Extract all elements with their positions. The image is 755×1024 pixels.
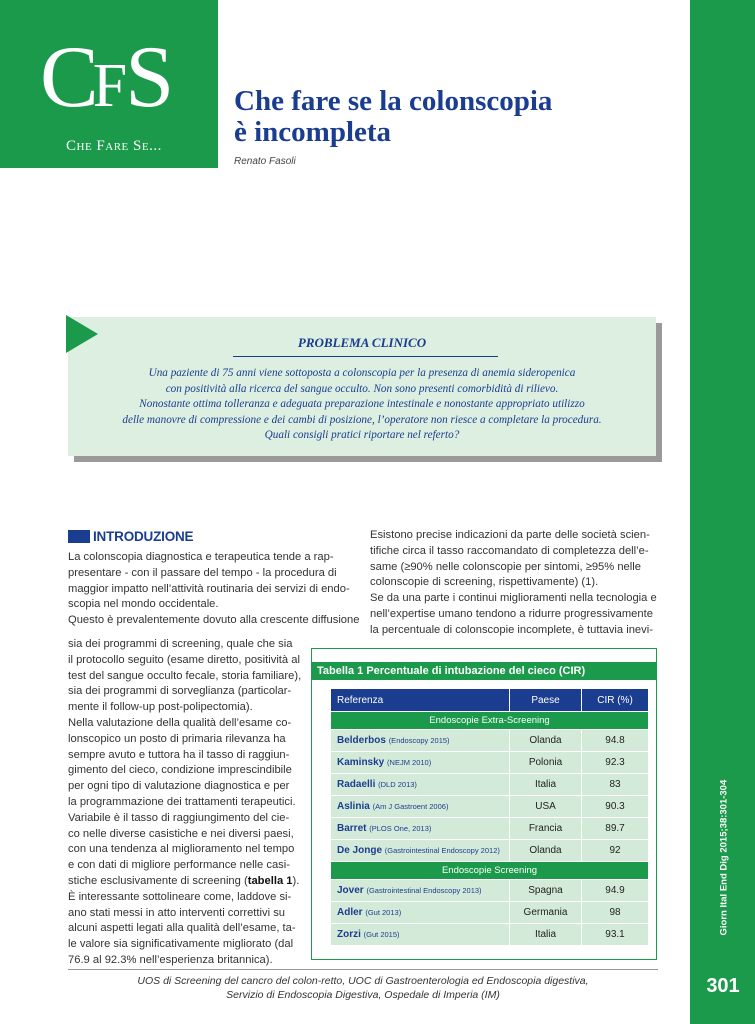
problem-line: con positività alla ricerca del sangue occulto. Non sono presenti comorbidità di rilievo. (165, 382, 559, 395)
heading-bar (68, 530, 90, 543)
country-cell: USA (509, 796, 581, 817)
table-container (331, 688, 648, 946)
text-line: sia dei programmi di screening, quale che sia (68, 638, 293, 650)
country-cell: Polonia (509, 752, 581, 773)
table-row (331, 796, 648, 817)
problem-line: Nonostante ottima tolleranza e adeguata preparazione intestinale e nonostante appropriato utilizzo (139, 398, 585, 411)
text-line: gimento del cieco, condizione imprescindibile (68, 764, 292, 777)
text-line: la percentuale di colonscopie incomplete, è tuttavia inevi- (370, 623, 653, 636)
ref-source: (Gut 2015) (363, 930, 400, 939)
title-line-2: è incompleta (234, 116, 392, 148)
logo-letters (40, 29, 169, 130)
ref-source: (Am J Gastroent 2006) (372, 802, 449, 811)
country-cell: Francia (509, 818, 581, 839)
problem-line: Quali consigli pratici riportare nel referto? (264, 429, 460, 442)
cir-cell: 83 (581, 774, 648, 795)
ref-source: (Endoscopy 2015) (388, 736, 450, 745)
reference-cell (331, 924, 509, 945)
reference-cell (331, 840, 509, 861)
problem-line: delle manovre di compressione e dei cambi di posizione, l’operatore non riesce a completare la procedura. (122, 413, 602, 426)
text-line: lonscopico un posto di primaria rilevanza ha (68, 732, 286, 745)
text-line: Nella valutazione della qualità dell’esame co- (68, 716, 292, 729)
cir-cell: 89.7 (581, 818, 648, 839)
footer-line: Servizio di Endoscopia Digestiva, Ospedale di Imperia (IM) (226, 989, 500, 1001)
page-number: 301 (706, 975, 740, 997)
text-line: il protocollo seguito (esame diretto, positività al (68, 653, 300, 666)
table-row (331, 774, 648, 795)
country-cell: Spagna (509, 880, 581, 901)
text-line: con una tendenza al miglioramento nel tempo (68, 843, 295, 856)
ref-author: De Jonge (337, 845, 383, 856)
group-label: Endoscopie Screening (331, 862, 648, 879)
author: Renato Fasoli (234, 156, 296, 167)
ref-source: (PLOS One, 2013) (369, 824, 432, 833)
clinical-problem-heading: PROBLEMA CLINICO (297, 335, 427, 350)
table-row (331, 880, 648, 901)
journal-citation-text: Giorn Ital End Dig 2015;38:301-304 (718, 779, 730, 936)
intro-paragraph-top (68, 550, 360, 629)
table-row (331, 730, 648, 751)
text-line: e con dati di migliore performance nelle casi- (68, 859, 290, 872)
column-header: Paese (509, 689, 581, 711)
group-row (331, 712, 648, 729)
text-line: Esistono precise indicazioni da parte delle società scien- (370, 529, 650, 541)
problem-line: Una paziente di 75 anni viene sottoposta a colonscopia per la presenza di anemia sideropenica (148, 367, 576, 379)
logo-letter-c: C (40, 29, 93, 126)
text-line: tifiche circa il tasso raccomandato di completezza dell’e- (370, 544, 649, 557)
clinical-problem-text (68, 366, 656, 444)
ref-author: Barret (337, 823, 367, 834)
footer-line: UOS di Screening del cancro del colon-retto, UOC di Gastroenterologia ed Endoscopia digestiva, (137, 975, 589, 987)
text-line: per ogni tipo di valutazione diagnostica e per (68, 780, 290, 793)
affiliation-footer (68, 974, 658, 1002)
cir-cell: 94.8 (581, 730, 648, 751)
table-caption: Tabella 1 Percentuale di intubazione del cieco (CIR) (312, 662, 656, 680)
group-label: Endoscopie Extra-Screening (331, 712, 648, 729)
reference-cell (331, 730, 509, 751)
text-line: nell’expertise umano tendono a ridurre progressivamente (370, 607, 653, 620)
text-line: sia dei programmi di sorveglianza (particolar- (68, 685, 292, 698)
journal-citation (712, 779, 730, 940)
ref-author: Belderbos (337, 735, 386, 746)
text-line: presentare - con il passare del tempo - la procedura di (68, 566, 337, 579)
logo-letter-f: F (92, 52, 126, 120)
table-reference: tabella 1 (247, 874, 293, 887)
reference-cell (331, 880, 509, 901)
cir-table (331, 688, 648, 946)
text-line: mente il follow-up post-polipectomia). (68, 701, 253, 714)
column-header: CIR (%) (581, 689, 648, 711)
group-row (331, 862, 648, 879)
journal-logo (0, 0, 218, 168)
section-heading (68, 529, 193, 544)
country-cell: Olanda (509, 730, 581, 751)
ref-source: (Gut 2013) (365, 908, 402, 917)
ref-source: (Gastrointestinal Endoscopy 2012) (384, 846, 500, 855)
text-line: Questo è prevalentemente dovuto alla crescente diffusione (68, 614, 360, 627)
text-line: alcuni aspetti legati alla qualità dell’esame, ta- (68, 922, 296, 935)
ref-author: Radaelli (337, 779, 376, 790)
ref-source: (NEJM 2010) (387, 758, 432, 767)
cir-cell: 90.3 (581, 796, 648, 817)
table-row (331, 818, 648, 839)
country-cell: Olanda (509, 840, 581, 861)
cir-cell: 93.1 (581, 924, 648, 945)
text-line: colonscopie di screening, rispettivamente) (1). (370, 576, 599, 589)
intro-paragraph-right (370, 528, 658, 639)
cir-cell: 98 (581, 902, 648, 923)
cir-cell: 92 (581, 840, 648, 861)
article-title (234, 86, 674, 148)
text-line (68, 874, 303, 890)
text-line: Se da una parte i continui miglioramenti nella tecnologia e (370, 592, 657, 605)
text-fragment: ). (292, 874, 300, 887)
table-row (331, 924, 648, 945)
text-line: la programmazione dei trattamenti terapeutici. (68, 795, 296, 808)
column-header: Referenza (331, 689, 509, 711)
text-line: same (≥90% nelle colonscopie per sintomi, ≥95% nelle (370, 560, 641, 573)
reference-cell (331, 818, 509, 839)
text-line: 76.9 al 92.3% nell’esperienza britannica). (68, 953, 273, 966)
footer-divider (68, 969, 658, 970)
text-line: maggior impatto nell’attività routinaria dei servizi di endo- (68, 582, 350, 595)
table-row (331, 752, 648, 773)
title-line-1: Che fare se la colonscopia (234, 85, 553, 117)
text-fragment: stiche esclusivamente di screening ( (68, 874, 248, 887)
text-line: le valore sia significativamente migliorato (dal (68, 938, 294, 951)
ref-source: (DLD 2013) (378, 780, 417, 789)
text-line: co nelle diverse casistiche e nei diversi paesi, (68, 827, 294, 840)
ref-author: Zorzi (337, 929, 361, 940)
reference-cell (331, 752, 509, 773)
logo-letter-s: S (125, 29, 169, 126)
ref-author: Kaminsky (337, 757, 385, 768)
cir-cell: 92.3 (581, 752, 648, 773)
text-line: sempre avuto e tuttora ha il tasso di raggiun- (68, 748, 290, 761)
intro-paragraph-narrow (68, 637, 303, 969)
ref-source: (Gastrointestinal Endoscopy 2013) (366, 886, 482, 895)
table-row (331, 840, 648, 861)
table-row (331, 902, 648, 923)
reference-cell (331, 796, 509, 817)
ref-author: Jover (337, 885, 364, 896)
country-cell: Germania (509, 902, 581, 923)
country-cell: Italia (509, 924, 581, 945)
text-line: ano stati messi in atto interventi correttivi su (68, 906, 286, 919)
text-line: test del sangue occulto fecale, storia familiare), (68, 669, 302, 682)
logo-subtitle: Che Fare Se... (66, 138, 162, 154)
country-cell: Italia (509, 774, 581, 795)
cir-cell: 94.9 (581, 880, 648, 901)
ref-author: Aslinia (337, 801, 370, 812)
table-header-row (331, 689, 648, 711)
section-heading-label: INTRODUZIONE (93, 529, 194, 544)
reference-cell (331, 902, 509, 923)
text-line: Variabile è il tasso di raggiungimento del cie- (68, 811, 290, 824)
text-line: scopia nel mondo occidentale. (68, 598, 219, 611)
heading-underline (233, 356, 498, 357)
reference-cell (331, 774, 509, 795)
ref-author: Adler (337, 907, 363, 918)
text-line: La colonscopia diagnostica e terapeutica tende a rap- (68, 551, 334, 563)
text-line: È interessante sottolineare come, laddove si- (68, 890, 292, 903)
